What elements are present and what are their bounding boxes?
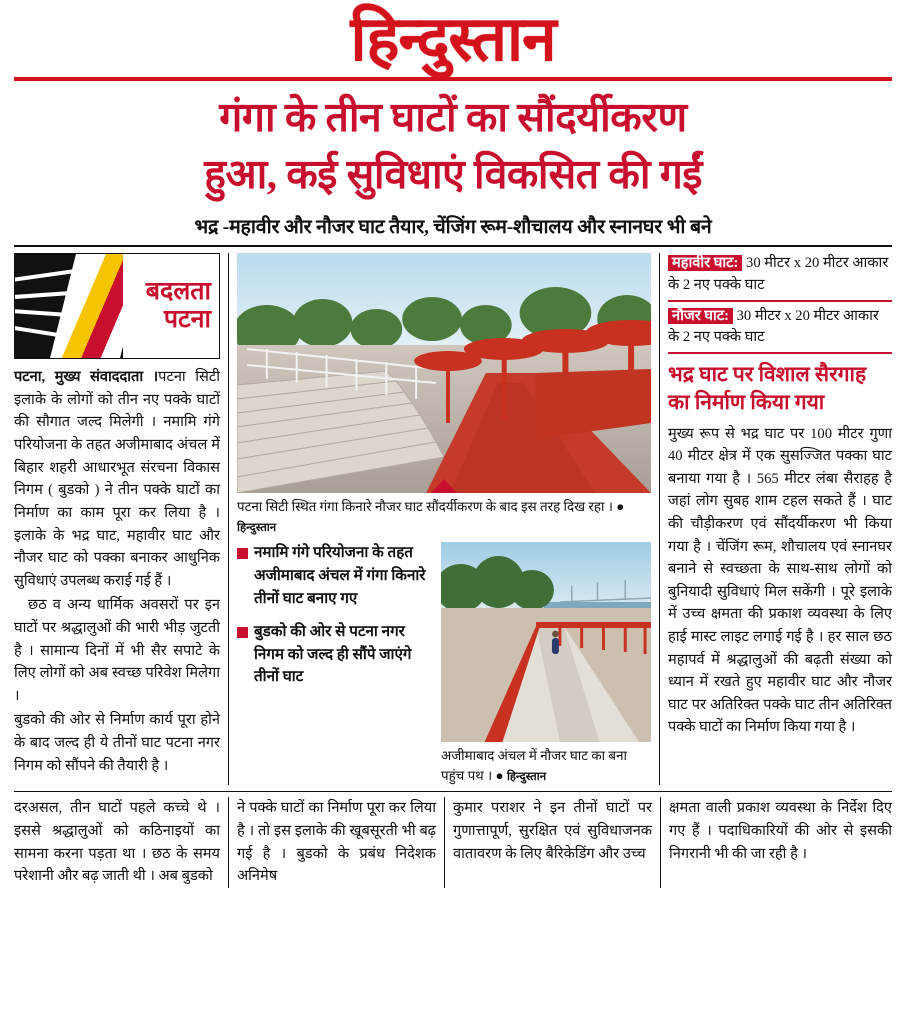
fact-naujar-ghat	[668, 306, 892, 350]
left-body-text	[14, 366, 220, 777]
main-caption-credit: हिन्दुस्तान	[237, 521, 277, 534]
logo-line-1: बदलता	[145, 278, 211, 306]
ghat-approach-road-photo	[441, 542, 651, 742]
ghat-main-photo-graphic	[237, 253, 651, 493]
page-subheadline: भद्र -महावीर और नौजर घाट तैयार, चेंजिंग रूम-शौचालय और स्नानघर भी बने	[194, 217, 712, 239]
roads-illustration-icon	[15, 254, 123, 358]
ghat-main-photo	[237, 253, 651, 493]
key-points-list	[237, 542, 433, 785]
bottom-continuation-strip	[14, 791, 892, 887]
left-column	[14, 253, 228, 785]
left-paragraph-3: बुडको की ओर से निर्माण कार्य पूरा होने के बाद जल्द ही ये तीनों घाट पटना नगर निगम को सौंपने की तैयारी है ।	[14, 712, 220, 774]
middle-lower-block	[237, 542, 651, 785]
bottom-column-2: ने पक्के घाटों का निर्माण पूरा कर लिया है । तो इस इलाके की खूबसूरती भी बढ़ गई है । बुडको के प्रबंध निदेशक अनिमेष	[228, 797, 444, 887]
fact-value: 30 मीटर x 20 मीटर आकार के 2 नए पक्के घाट	[668, 255, 889, 294]
badlta-patna-logo	[14, 253, 220, 359]
headline-line-2: हुआ, कई सुविधाएं विकसित की गईं	[204, 150, 702, 197]
ghat-approach-road-caption	[441, 746, 651, 785]
logo-line-2: पटना	[163, 306, 211, 334]
list-item	[237, 621, 433, 689]
caption-bullet-icon: ●	[616, 499, 625, 515]
ghat-main-photo-caption	[237, 497, 651, 536]
middle-column	[228, 253, 660, 785]
bullet-square-icon	[237, 627, 248, 638]
right-paragraph: मुख्य रूप से भद्र घाट पर 100 मीटर गुणा 40 मीटर क्षेत्र में एक सुसज्जित पक्का घाट बनाया गया है । 565 मीटर लंबा सैराहह है जहां लोग सुबह शाम टहल सकते हैं । घाट की चौड़ीकरण एवं सौंदर्यीकरण भी किया गया है । चेंजिंग रूम, शौचालय एवं स्नानघर बनाने से स्वच्छता के साथ-साथ लोगों को बुनियादी सुविधाएं मिल सकेंगी । पूरे इलाके में उच्च क्षमता की प्रकाश व्यवस्था के लिए हाई मास्ट लाइट लगाई गई है । हर साल छठ महापर्व में श्रद्धालुओं की बढ़ती संख्या को ध्यान में रखते हुए महावीर घाट और नौजर घाट पर अतिरिक्त पक्के घाट तीन अतिरिक्त पक्के घाटों का निर्माण किया गया है ।	[668, 425, 892, 736]
bullet-text: नमामि गंगे परियोजना के तहत अजीमाबाद अंचल में गंगा किनारे तीनों घाट बनाए गए	[254, 544, 426, 607]
caption-bullet-icon: ●	[495, 767, 507, 783]
bottom-column-3: कुमार पराशर ने इन तीनों घाटों पर गुणात्तापूर्ण, सुरक्षित एवं सुविधाजनक वातावरण के लिए बैरिकेडिंग और उच्च	[444, 797, 660, 887]
bullet-text: बुडको की ओर से पटना नगर निगम को जल्द ही सौंपे जाएंगे तीनों घाट	[254, 622, 412, 686]
article-body	[14, 253, 892, 785]
headline-line-1: गंगा के तीन घाटों का सौंदर्यीकरण	[219, 94, 687, 141]
small-caption-credit: हिन्दुस्तान	[506, 770, 547, 783]
fact-label: नौजर घाट:	[668, 308, 733, 324]
right-body-text	[668, 423, 892, 740]
fact-mahavir-ghat	[668, 253, 892, 297]
page-headline	[14, 89, 892, 202]
photo-pointer-icon	[431, 479, 457, 493]
fact-value: 30 मीटर x 20 मीटर आकार के 2 नए पक्के घाट	[668, 307, 879, 346]
ghat-approach-road-graphic	[441, 542, 651, 742]
right-column	[660, 253, 892, 785]
left-paragraph-2: छठ व अन्य धार्मिक अवसरों पर इन घाटों पर श्रद्धालुओं की भारी भीड़ जुटती है । सामान्य दिनों में भी सैर सपाटे के लिए लोगों को अब स्वच्छ परिवेश मिलेगा ।	[14, 597, 220, 704]
fact-label: महावीर घाट:	[668, 255, 742, 271]
logo-text	[123, 254, 219, 358]
masthead-title: हिन्दुस्तान	[350, 6, 556, 74]
bottom-column-4: क्षमता वाली प्रकाश व्यवस्था के निर्देश दिए गए हैं । पदाधिकारियों की ओर से इसकी निगरानी भी की जा रही है ।	[660, 797, 892, 887]
bullet-square-icon	[237, 548, 248, 559]
fact-divider	[668, 300, 892, 302]
list-item	[237, 542, 433, 610]
fact-divider	[668, 352, 892, 354]
dateline: पटना, मुख्य संवाददाता ।	[14, 369, 159, 386]
bottom-column-1: दरअसल, तीन घाटों पहले कच्चे थे । इससे श्रद्धालुओं को कठिनाइयों का सामना करना पड़ता था । छठ के समय परेशानी और बढ़ जाती थी । अब बुडको	[14, 800, 220, 885]
masthead-divider	[14, 77, 892, 81]
main-caption-text: पटना सिटी स्थित गंगा किनारे नौजर घाट सौंदर्यीकरण के बाद इस तरह दिख रहा ।	[237, 499, 613, 515]
small-caption-text: अजीमाबाद अंचल में नौजर घाट का बना पहुंच पथ ।	[441, 748, 627, 783]
right-sub-headline: भद्र घाट पर विशाल सैरगाह का निर्माण किया गया	[668, 361, 867, 415]
masthead	[14, 6, 892, 73]
headline-divider	[14, 245, 892, 247]
left-paragraph-1: पटना सिटी इलाके के लोगों को तीन नए पक्के घाटों की सौगात जल्द मिलेगी । नमामि गंगे परियोजना के तहत अजीमाबाद अंचल में बिहार शहरी आधारभूत संरचना विकास निगम ( बुडको ) ने तीन पक्के घाटों का निर्माण का काम पूरा कर लिया है । इलाके के भद्र घाट, महावीर घाट और नौजर घाट को पक्का बनाकर आधुनिक सुविधाएं उपलब्ध कराई गई हैं ।	[14, 369, 221, 589]
